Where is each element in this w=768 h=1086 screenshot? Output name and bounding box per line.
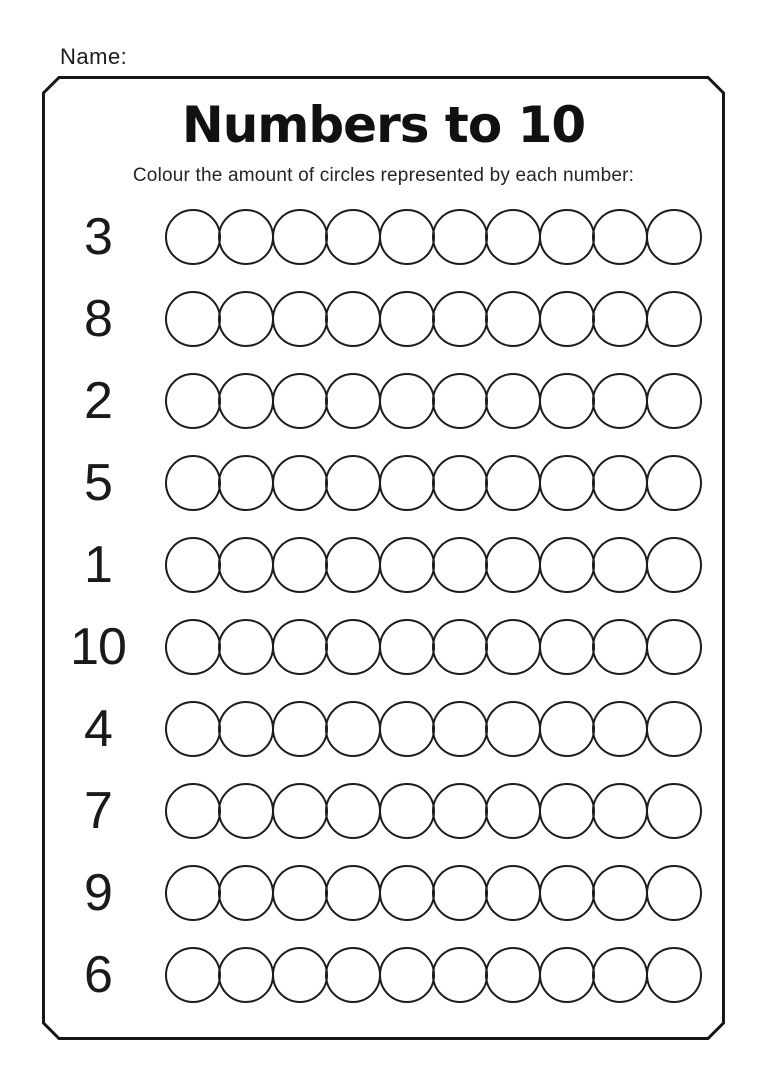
row-number-label: 4 xyxy=(84,700,112,758)
circles-group xyxy=(165,455,702,511)
colour-circle[interactable] xyxy=(432,865,488,921)
colour-circle[interactable] xyxy=(272,947,328,1003)
circles-group xyxy=(165,865,702,921)
colour-circle[interactable] xyxy=(165,865,221,921)
circles-group xyxy=(165,619,702,675)
colour-circle[interactable] xyxy=(165,455,221,511)
colour-circle[interactable] xyxy=(379,209,435,265)
row-number-label: 7 xyxy=(84,782,112,840)
circles-group xyxy=(165,783,702,839)
colour-circle[interactable] xyxy=(379,783,435,839)
worksheet-row xyxy=(42,278,725,360)
worksheet-instructions: Colour the amount of circles represented by each number: xyxy=(132,165,635,186)
worksheet-title: Numbers to 10 xyxy=(181,96,586,154)
colour-circle[interactable] xyxy=(218,537,274,593)
row-number-label: 10 xyxy=(70,618,126,676)
colour-circle[interactable] xyxy=(325,373,381,429)
name-label: Name: xyxy=(60,44,128,69)
colour-circle[interactable] xyxy=(485,291,541,347)
colour-circle[interactable] xyxy=(165,619,221,675)
colour-circle[interactable] xyxy=(539,865,595,921)
colour-circle[interactable] xyxy=(325,209,381,265)
worksheet-frame xyxy=(42,76,725,1040)
colour-circle[interactable] xyxy=(325,619,381,675)
colour-circle[interactable] xyxy=(432,537,488,593)
colour-circle[interactable] xyxy=(325,701,381,757)
colour-circle[interactable] xyxy=(218,701,274,757)
colour-circle[interactable] xyxy=(485,373,541,429)
colour-circle[interactable] xyxy=(218,783,274,839)
colour-circle[interactable] xyxy=(272,701,328,757)
colour-circle[interactable] xyxy=(272,209,328,265)
colour-circle[interactable] xyxy=(592,783,648,839)
colour-circle[interactable] xyxy=(432,291,488,347)
colour-circle[interactable] xyxy=(485,783,541,839)
colour-circle[interactable] xyxy=(325,291,381,347)
colour-circle[interactable] xyxy=(592,373,648,429)
colour-circle[interactable] xyxy=(539,783,595,839)
colour-circle[interactable] xyxy=(646,865,702,921)
worksheet-row xyxy=(42,688,725,770)
row-number-label: 5 xyxy=(84,454,112,512)
row-number-label: 6 xyxy=(84,946,112,1004)
colour-circle[interactable] xyxy=(165,373,221,429)
colour-circle[interactable] xyxy=(485,865,541,921)
colour-circle[interactable] xyxy=(379,619,435,675)
colour-circle[interactable] xyxy=(165,701,221,757)
colour-circle[interactable] xyxy=(592,209,648,265)
colour-circle[interactable] xyxy=(272,373,328,429)
colour-circle[interactable] xyxy=(432,619,488,675)
colour-circle[interactable] xyxy=(646,455,702,511)
colour-circle[interactable] xyxy=(592,701,648,757)
colour-circle[interactable] xyxy=(539,373,595,429)
circles-group xyxy=(165,537,702,593)
row-number-label: 1 xyxy=(84,536,112,594)
colour-circle[interactable] xyxy=(646,701,702,757)
colour-circle[interactable] xyxy=(272,865,328,921)
circles-group xyxy=(165,209,702,265)
colour-circle[interactable] xyxy=(539,537,595,593)
colour-circle[interactable] xyxy=(592,537,648,593)
colour-circle[interactable] xyxy=(165,209,221,265)
colour-circle[interactable] xyxy=(646,291,702,347)
row-number-label: 9 xyxy=(84,864,112,922)
colour-circle[interactable] xyxy=(485,209,541,265)
row-number-label: 3 xyxy=(84,208,112,266)
colour-circle[interactable] xyxy=(379,701,435,757)
colour-circle[interactable] xyxy=(432,373,488,429)
colour-circle[interactable] xyxy=(272,291,328,347)
colour-circle[interactable] xyxy=(539,455,595,511)
colour-circle[interactable] xyxy=(432,947,488,1003)
circles-group xyxy=(165,701,702,757)
colour-circle[interactable] xyxy=(539,619,595,675)
colour-circle[interactable] xyxy=(218,619,274,675)
colour-circle[interactable] xyxy=(272,537,328,593)
colour-circle[interactable] xyxy=(485,537,541,593)
colour-circle[interactable] xyxy=(646,619,702,675)
worksheet-row xyxy=(42,196,725,278)
colour-circle[interactable] xyxy=(539,209,595,265)
colour-circle[interactable] xyxy=(539,947,595,1003)
colour-circle[interactable] xyxy=(592,619,648,675)
colour-circle[interactable] xyxy=(218,947,274,1003)
worksheet-row xyxy=(42,524,725,606)
worksheet-row xyxy=(42,606,725,688)
colour-circle[interactable] xyxy=(165,291,221,347)
colour-circle[interactable] xyxy=(379,947,435,1003)
colour-circle[interactable] xyxy=(165,537,221,593)
colour-circle[interactable] xyxy=(272,619,328,675)
worksheet-row xyxy=(42,442,725,524)
colour-circle[interactable] xyxy=(325,865,381,921)
colour-circle[interactable] xyxy=(485,455,541,511)
worksheet-row xyxy=(42,934,725,1016)
row-number-label: 8 xyxy=(84,290,112,348)
colour-circle[interactable] xyxy=(485,947,541,1003)
colour-circle[interactable] xyxy=(218,209,274,265)
colour-circle[interactable] xyxy=(646,209,702,265)
colour-circle[interactable] xyxy=(646,947,702,1003)
colour-circle[interactable] xyxy=(272,783,328,839)
colour-circle[interactable] xyxy=(592,455,648,511)
colour-circle[interactable] xyxy=(165,783,221,839)
colour-circle[interactable] xyxy=(646,783,702,839)
colour-circle[interactable] xyxy=(218,373,274,429)
colour-circle[interactable] xyxy=(218,455,274,511)
colour-circle[interactable] xyxy=(325,947,381,1003)
colour-circle[interactable] xyxy=(432,455,488,511)
colour-circle[interactable] xyxy=(432,701,488,757)
colour-circle[interactable] xyxy=(485,619,541,675)
colour-circle[interactable] xyxy=(218,865,274,921)
colour-circle[interactable] xyxy=(379,537,435,593)
colour-circle[interactable] xyxy=(432,209,488,265)
colour-circle[interactable] xyxy=(325,455,381,511)
rows-container xyxy=(42,196,725,1016)
colour-circle[interactable] xyxy=(379,455,435,511)
colour-circle[interactable] xyxy=(325,537,381,593)
colour-circle[interactable] xyxy=(539,291,595,347)
colour-circle[interactable] xyxy=(379,373,435,429)
colour-circle[interactable] xyxy=(379,865,435,921)
colour-circle[interactable] xyxy=(432,783,488,839)
circles-group xyxy=(165,947,702,1003)
colour-circle[interactable] xyxy=(218,291,274,347)
colour-circle[interactable] xyxy=(539,701,595,757)
colour-circle[interactable] xyxy=(592,865,648,921)
colour-circle[interactable] xyxy=(592,947,648,1003)
colour-circle[interactable] xyxy=(272,455,328,511)
colour-circle[interactable] xyxy=(165,947,221,1003)
colour-circle[interactable] xyxy=(592,291,648,347)
worksheet-row xyxy=(42,360,725,442)
worksheet-row xyxy=(42,770,725,852)
colour-circle[interactable] xyxy=(485,701,541,757)
circles-group xyxy=(165,373,702,429)
colour-circle[interactable] xyxy=(325,783,381,839)
colour-circle[interactable] xyxy=(646,537,702,593)
worksheet-row xyxy=(42,852,725,934)
colour-circle[interactable] xyxy=(646,373,702,429)
colour-circle[interactable] xyxy=(379,291,435,347)
circles-group xyxy=(165,291,702,347)
row-number-label: 2 xyxy=(84,372,112,430)
